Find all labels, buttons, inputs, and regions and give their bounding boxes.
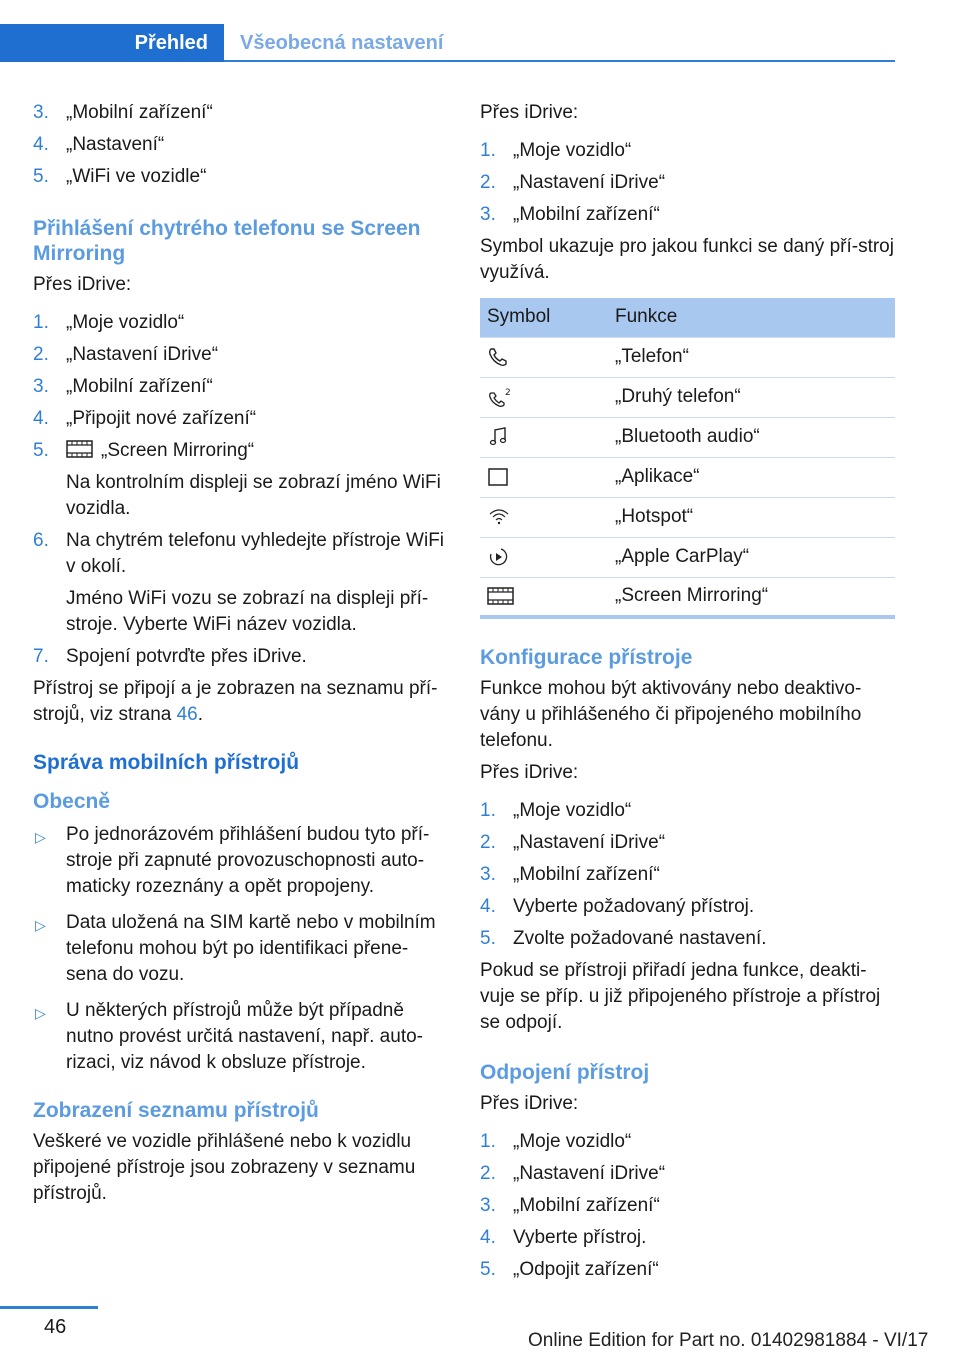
table-row: 2 „Druhý telefon“ bbox=[480, 377, 895, 417]
list-item: 1. „Moje vozidlo“ bbox=[33, 312, 185, 333]
left-column bbox=[33, 100, 448, 1213]
list-item: ▷ Data uložená na SIM kartě nebo v mobilním telefonu mohou být po identifikaci přene-sena do vozu. bbox=[35, 912, 436, 985]
screen-mirroring-icon bbox=[487, 586, 514, 606]
list-item: 2. „Nastavení iDrive“ bbox=[480, 1163, 666, 1184]
wifi-steps-list bbox=[33, 100, 448, 190]
heading-screen-mirroring: Přihlášení chytrého telefonu se Screen Mirroring bbox=[33, 217, 421, 265]
list-item: 4. Vyberte přístroj. bbox=[480, 1227, 647, 1248]
column-header-function: Funkce bbox=[608, 298, 895, 337]
via-idrive-text: Přes iDrive: bbox=[480, 102, 579, 123]
table-row: „Aplikace“ bbox=[480, 457, 895, 497]
music-note-icon bbox=[487, 426, 509, 448]
tab-overview[interactable]: Přehled bbox=[0, 24, 224, 62]
connected-paragraph: Přístroj se připojí a je zobrazen na seznamu pří-strojů, viz strana 46. bbox=[33, 678, 438, 725]
device-steps-list bbox=[480, 138, 895, 228]
list-item: 5. „WiFi ve vozidle“ bbox=[33, 166, 207, 187]
list-item: 4. „Nastavení“ bbox=[33, 134, 165, 155]
table-row: „Hotspot“ bbox=[480, 497, 895, 537]
list-item: 4. Vyberte požadovaný přístroj. bbox=[480, 896, 755, 917]
list-item: 5. Zvolte požadované nastavení. bbox=[480, 928, 767, 949]
heading-device-list: Zobrazení seznamu přístrojů bbox=[33, 1099, 319, 1122]
heading-device-config: Konfigurace přístroje bbox=[480, 646, 693, 669]
list-item: 1. „Moje vozidlo“ bbox=[480, 140, 632, 161]
list-item: 2. „Nastavení iDrive“ bbox=[480, 832, 666, 853]
list-item: 3. „Mobilní zařízení“ bbox=[480, 1195, 660, 1216]
via-idrive-text: Přes iDrive: bbox=[33, 274, 132, 295]
list-item: 3. „Mobilní zařízení“ bbox=[480, 204, 660, 225]
list-item: 5. „Screen Mirroring“ Na kontrolním displeji se zobrazí jméno WiFi vozidla. bbox=[33, 440, 441, 519]
list-item: 2. „Nastavení iDrive“ bbox=[480, 172, 666, 193]
config-note: Pokud se přístroji přiřadí jedna funkce, deakti-vuje se příp. u již připojeného přístroje a přístroj se odpojí. bbox=[480, 960, 881, 1033]
triangle-bullet-icon: ▷ bbox=[35, 829, 46, 845]
hotspot-icon bbox=[487, 506, 511, 528]
general-bullets bbox=[33, 822, 448, 1076]
triangle-bullet-icon: ▷ bbox=[35, 1005, 46, 1021]
list-item: 1. „Moje vozidlo“ bbox=[480, 1131, 632, 1152]
page-number: 46 bbox=[44, 1316, 67, 1338]
tab-general-settings[interactable]: Všeobecná nastavení bbox=[240, 31, 444, 54]
list-item: 3. „Mobilní zařízení“ bbox=[480, 864, 660, 885]
column-header-symbol: Symbol bbox=[480, 298, 608, 337]
phone-icon bbox=[487, 346, 509, 368]
screen-mirroring-icon bbox=[66, 439, 93, 459]
heading-disconnect-device: Odpojení přístroj bbox=[480, 1061, 650, 1084]
table-header-row bbox=[480, 298, 895, 337]
svg-text:2: 2 bbox=[505, 388, 511, 398]
device-list-text: Veškeré ve vozidle přihlášené nebo k vozidlu připojené přístroje jsou zobrazeny v seznamu přístrojů. bbox=[33, 1131, 416, 1204]
triangle-bullet-icon: ▷ bbox=[35, 917, 46, 933]
second-phone-icon bbox=[487, 386, 513, 408]
table-row: „Screen Mirroring“ bbox=[480, 577, 895, 617]
list-item: 1. „Moje vozidlo“ bbox=[480, 800, 632, 821]
config-steps-list bbox=[480, 798, 895, 952]
list-item: 5. „Odpojit zařízení“ bbox=[480, 1259, 659, 1280]
page-link[interactable]: 46 bbox=[176, 704, 198, 725]
heading-manage-devices: Správa mobilních přístrojů bbox=[33, 751, 300, 774]
app-square-icon bbox=[487, 466, 509, 488]
list-item: 3. „Mobilní zařízení“ bbox=[33, 376, 213, 397]
list-item: 2. „Nastavení iDrive“ bbox=[33, 344, 219, 365]
footer-rule bbox=[0, 1306, 98, 1309]
table-row: „Bluetooth audio“ bbox=[480, 417, 895, 457]
symbol-table bbox=[480, 298, 895, 619]
list-item: 7. Spojení potvrďte přes iDrive. bbox=[33, 646, 307, 667]
right-column bbox=[480, 100, 895, 1289]
table-row: „Apple CarPlay“ bbox=[480, 537, 895, 577]
mirroring-steps-list bbox=[33, 310, 448, 670]
list-item: 4. „Připojit nové zařízení“ bbox=[33, 408, 257, 429]
edition-text: Online Edition for Part no. 01402981884 - VI/17 bbox=[528, 1330, 929, 1351]
list-item: ▷ U některých přístrojů může být případně nutno provést určitá nastavení, např. auto-rizaci, viz návod k obsluze přístroje. bbox=[35, 1000, 423, 1073]
via-idrive-text: Přes iDrive: bbox=[480, 1093, 579, 1114]
via-idrive-text: Přes iDrive: bbox=[480, 762, 579, 783]
page-header bbox=[0, 24, 895, 62]
list-item: 6. Na chytrém telefonu vyhledejte přístroje WiFi v okolí. Jméno WiFi vozu se zobrazí na displeji pří-stroje. Vyberte WiFi název vozidla. bbox=[33, 530, 445, 635]
config-text: Funkce mohou být aktivovány nebo deaktivo-vány u přihlášeného či připojeného mobilního telefonu. bbox=[480, 678, 862, 751]
list-item: ▷ Po jednorázovém přihlášení budou tyto pří-stroje při zapnuté provozuschopnosti auto-maticky rozeznány a opět propojeny. bbox=[35, 824, 430, 897]
disconnect-steps-list bbox=[480, 1129, 895, 1283]
symbol-text: Symbol ukazuje pro jakou funkci se daný pří-stroj využívá. bbox=[480, 236, 894, 283]
carplay-icon bbox=[487, 546, 509, 568]
list-item: 3. „Mobilní zařízení“ bbox=[33, 102, 213, 123]
heading-general: Obecně bbox=[33, 790, 111, 813]
table-row: „Telefon“ bbox=[480, 337, 895, 377]
